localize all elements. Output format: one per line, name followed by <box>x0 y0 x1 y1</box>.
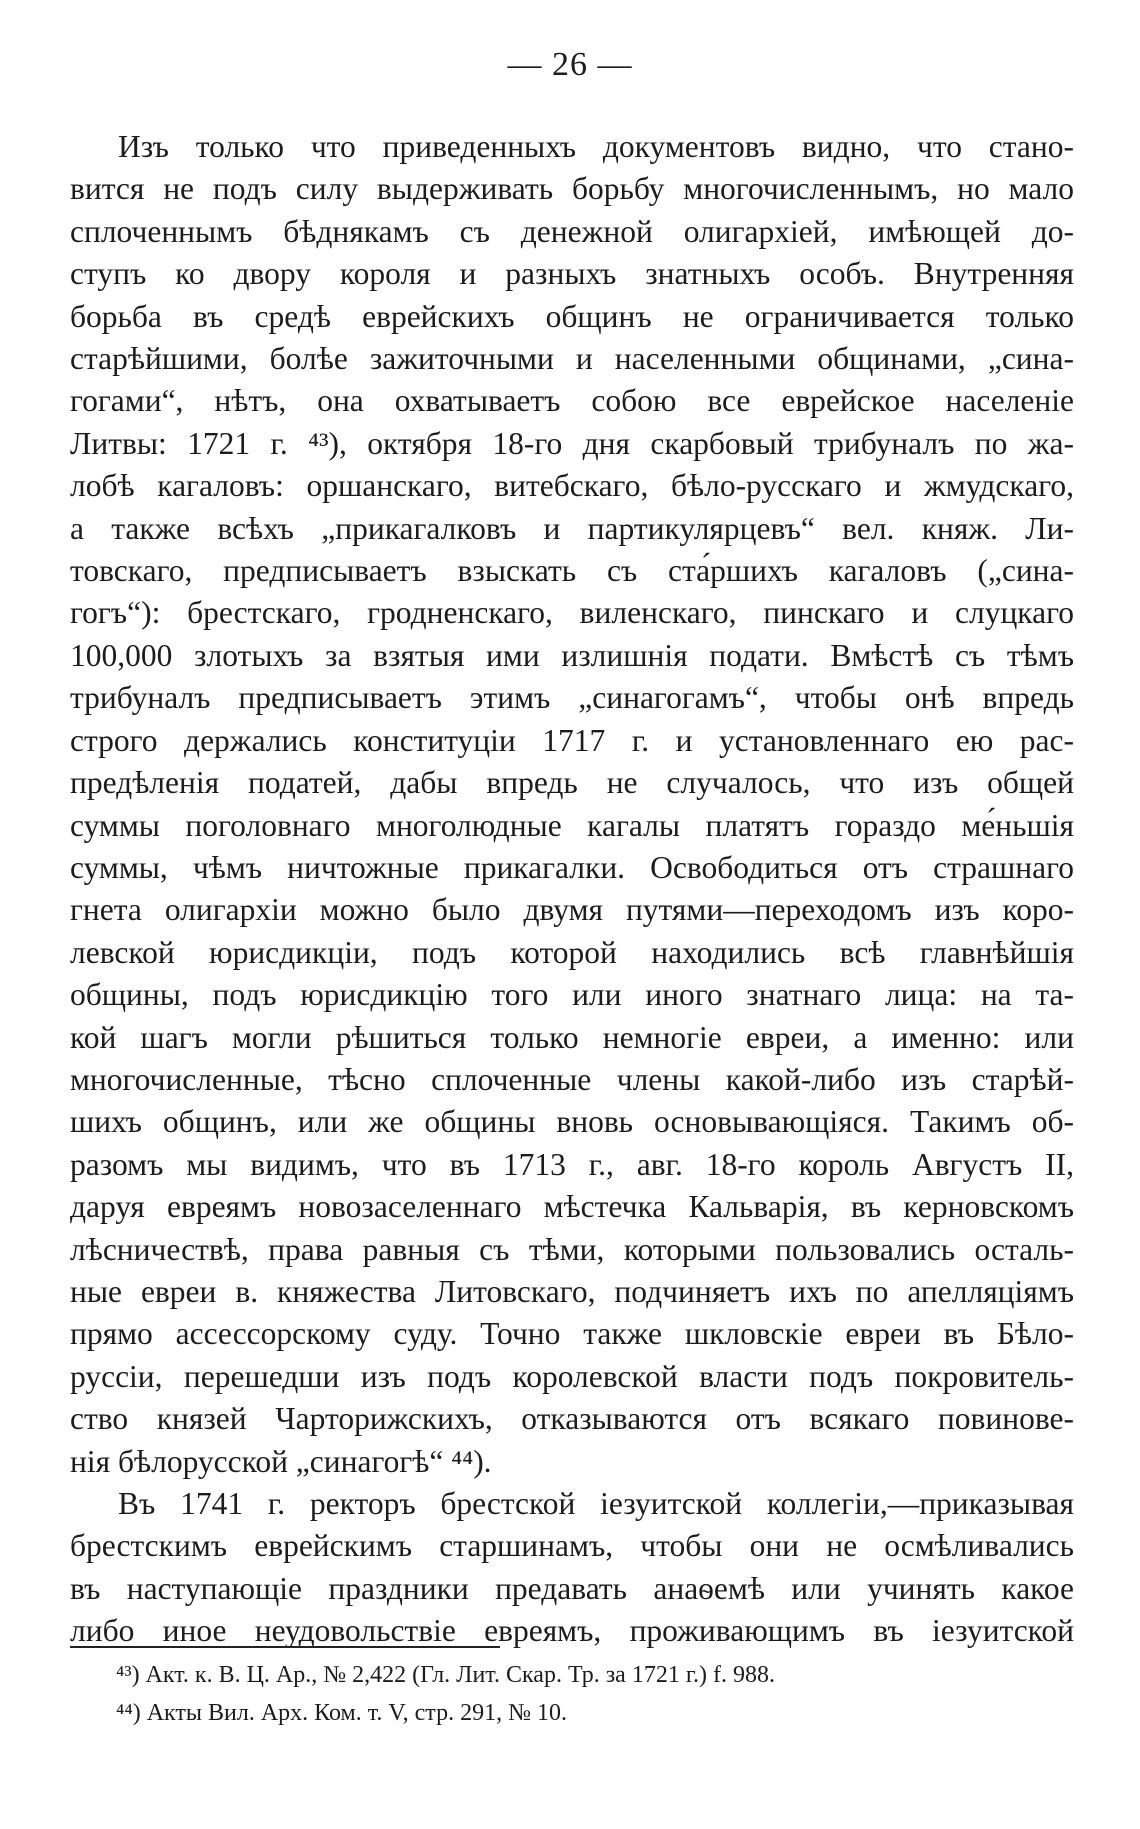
text-line: ство князей Чарторижскихъ, отказываются отъ всякаго повинове- <box>70 1401 1074 1437</box>
footnote-divider <box>70 1646 500 1648</box>
text-line: шихъ общинъ, или же общины вновь основывающіяся. Такимъ об- <box>70 1104 1074 1140</box>
text-line: даруя евреямъ новозаселеннаго мѣстечка Кальварія, въ керновскомъ <box>70 1189 1074 1225</box>
footnote-44: ⁴⁴) Акты Вил. Арх. Ком. т. V, стр. 291, № 10. <box>116 1700 567 1726</box>
text-line: лобѣ кагаловъ: оршанскаго, витебскаго, бѣло-русскаго и жмудскаго, <box>70 468 1074 504</box>
text-line: старѣйшими, болѣе зажиточными и населенными общинами, „сина- <box>70 341 1074 377</box>
text-line: ступъ ко двору короля и разныхъ знатныхъ особъ. Внутренняя <box>70 256 1074 292</box>
text-line: трибуналъ предписываетъ этимъ „синагогамъ“, чтобы онѣ впредь <box>70 680 1074 716</box>
text-line: общины, подъ юрисдикцію того или иного знатнаго лица: на та- <box>70 977 1074 1013</box>
footnotes <box>116 1656 1076 1732</box>
text-line: многочисленные, тѣсно сплоченные члены какой-либо изъ старѣй- <box>70 1061 1074 1097</box>
text-line: а также всѣхъ „прикагалковъ и партикулярцевъ“ вел. княж. Ли- <box>70 510 1074 546</box>
page-number: — 26 — <box>507 46 633 83</box>
text-line: ные евреи в. княжества Литовскаго, подчиняетъ ихъ по апелляціямъ <box>70 1273 1074 1309</box>
text-line: товскаго, предписываетъ взыскать съ ста́ршихъ кагаловъ („сина- <box>70 553 1074 589</box>
text-line: руссіи, перешедши изъ подъ королевской власти подъ покровитель- <box>70 1358 1074 1394</box>
text-line: брестскимъ еврейскимъ старшинамъ, чтобы они не осмѣливались <box>70 1528 1074 1564</box>
text-line: нія бѣлорусской „синагогѣ“ ⁴⁴). <box>70 1443 492 1479</box>
text-line: суммы, чѣмъ ничтожные прикагалки. Освободиться отъ страшнаго <box>70 849 1074 885</box>
text-line: 100,000 злотыхъ за взятыя ими излишнія подати. Вмѣстѣ съ тѣмъ <box>70 637 1074 673</box>
text-line: Въ 1741 г. ректоръ брестской іезуитской коллегіи,—приказывая <box>118 1486 1074 1521</box>
body-text <box>70 126 1074 1653</box>
text-line: прямо ассессорскому суду. Точно также шкловскіе евреи въ Бѣло- <box>70 1316 1074 1352</box>
text-line: въ наступающіе праздники предавать анаѳемѣ или учинять какое <box>70 1570 1074 1606</box>
text-line: разомъ мы видимъ, что въ 1713 г., авг. 18-го король Августъ II, <box>70 1146 1074 1182</box>
paragraph-2 <box>70 1483 1074 1653</box>
text-line: либо иное неудовольствіе евреямъ, проживающимъ въ іезуитской <box>70 1613 1074 1649</box>
paragraph-1 <box>70 126 1074 1483</box>
footnote-43: ⁴³) Акт. к. В. Ц. Ар., № 2,422 (Гл. Лит. Скар. Тр. за 1721 г.) f. 988. <box>116 1662 775 1688</box>
text-line: гнета олигархіи можно было двумя путями—переходомъ изъ коро- <box>70 892 1074 928</box>
text-line: левской юрисдикціи, подъ которой находились всѣ главнѣйшія <box>70 934 1074 970</box>
text-line: вится не подъ силу выдерживать борьбу многочисленнымъ, но мало <box>70 171 1074 207</box>
text-line: лѣсничествѣ, права равныя съ тѣми, которыми пользовались осталь- <box>70 1231 1074 1267</box>
text-line: кой шагъ могли рѣшиться только немногіе евреи, а именно: или <box>70 1019 1074 1055</box>
text-line: суммы поголовнаго многолюдные кагалы платятъ гораздо ме́ньшія <box>70 807 1074 843</box>
text-line: борьба въ средѣ еврейскихъ общинъ не ограничивается только <box>70 298 1074 334</box>
text-line: предѣленія податей, дабы впредь не случалось, что изъ общей <box>70 765 1074 801</box>
text-line: Литвы: 1721 г. ⁴³), октября 18-го дня скарбовый трибуналъ по жа- <box>70 425 1074 461</box>
text-line: гогъ“): брестскаго, гродненскаго, виленскаго, пинскаго и слуцкаго <box>70 595 1074 631</box>
text-line: строго держались конституціи 1717 г. и установленнаго ею рас- <box>70 722 1074 758</box>
text-line: сплоченнымъ бѣднякамъ съ денежной олигархіей, имѣющей до- <box>70 213 1074 249</box>
text-line: Изъ только что приведенныхъ документовъ видно, что стано- <box>118 129 1074 164</box>
text-line: гогами“, нѣтъ, она охватываетъ собою все еврейское населеніе <box>70 383 1074 419</box>
